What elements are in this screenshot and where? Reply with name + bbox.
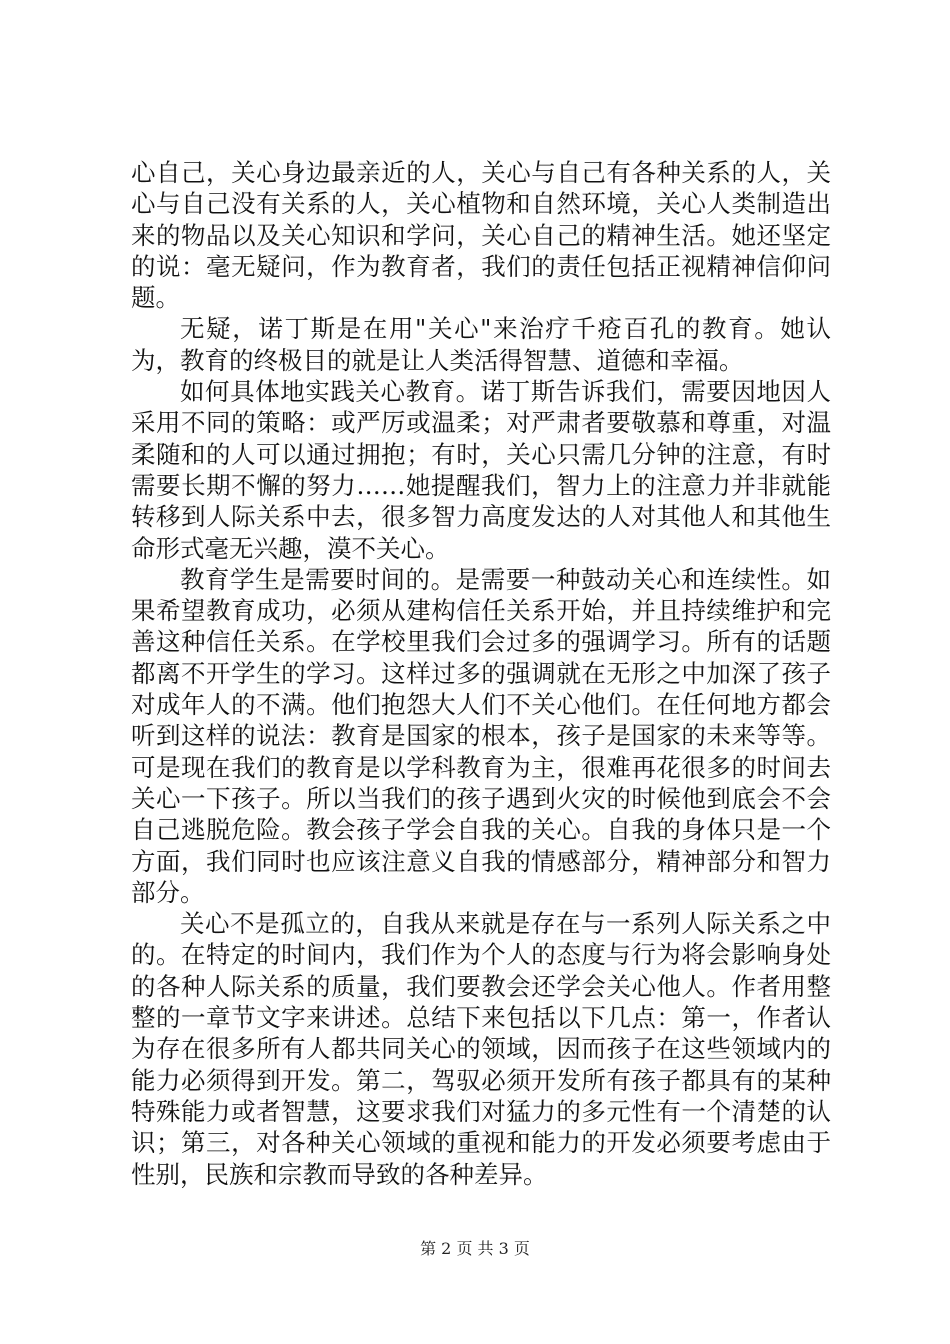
- paragraph-continued: 心自己，关心身边最亲近的人，关心与自己有各种关系的人，关心与自己没有关系的人，关心植物和自然环境，关心人类制造出来的物品以及关心知识和学问，关心自己的精神生活。她还坚定的说：毫无疑问，作为教育者，我们的责任包括正视精神信仰问题。: [131, 158, 831, 313]
- paragraph: 关心不是孤立的，自我从来就是存在与一系列人际关系之中的。在特定的时间内，我们作为个人的态度与行为将会影响身处的各种人际关系的质量，我们要教会还学会关心他人。作者用整整的一章节文字来讲述。总结下来包括以下几点：第一，作者认为存在很多所有人都共同关心的领域，因而孩子在这些领域内的能力必须得到开发。第二，驾驭必须开发所有孩子都具有的某种特殊能力或者智慧，这要求我们对猛力的多元性有一个清楚的认识；第三，对各种关心领域的重视和能力的开发必须要考虑由于性别，民族和宗教而导致的各种差异。: [131, 909, 831, 1189]
- document-body: [131, 157, 831, 1190]
- paragraph: 如何具体地实践关心教育。诺丁斯告诉我们，需要因地因人采用不同的策略：或严厉或温柔；对严肃者要敬慕和尊重，对温柔随和的人可以通过拥抱；有时，关心只需几分钟的注意，有时需要长期不懈的努力……她提醒我们，智力上的注意力并非就能转移到人际关系中去，很多智力高度发达的人对其他人和其他生命形式毫无兴趣，漠不关心。: [131, 377, 831, 563]
- paragraph: 无疑，诺丁斯是在用"关心"来治疗千疮百孔的教育。她认为，教育的终极目的就是让人类活得智慧、道德和幸福。: [131, 314, 831, 375]
- paragraph: 教育学生是需要时间的。是需要一种鼓动关心和连续性。如果希望教育成功，必须从建构信任关系开始，并且持续维护和完善这种信任关系。在学校里我们会过多的强调学习。所有的话题都离不开学生的学习。这样过多的强调就在无形之中加深了孩子对成年人的不满。他们抱怨大人们不关心他们。在任何地方都会听到这样的说法：教育是国家的根本，孩子是国家的未来等等。可是现在我们的教育是以学科教育为主，很难再花很多的时间去关心一下孩子。所以当我们的孩子遇到火灾的时候他到底会不会自己逃脱危险。教会孩子学会自我的关心。自我的身体只是一个方面，我们同时也应该注意义自我的情感部分，精神部分和智力部分。: [131, 564, 831, 907]
- page-number-footer: 第 2 页 共 3 页: [420, 1239, 530, 1258]
